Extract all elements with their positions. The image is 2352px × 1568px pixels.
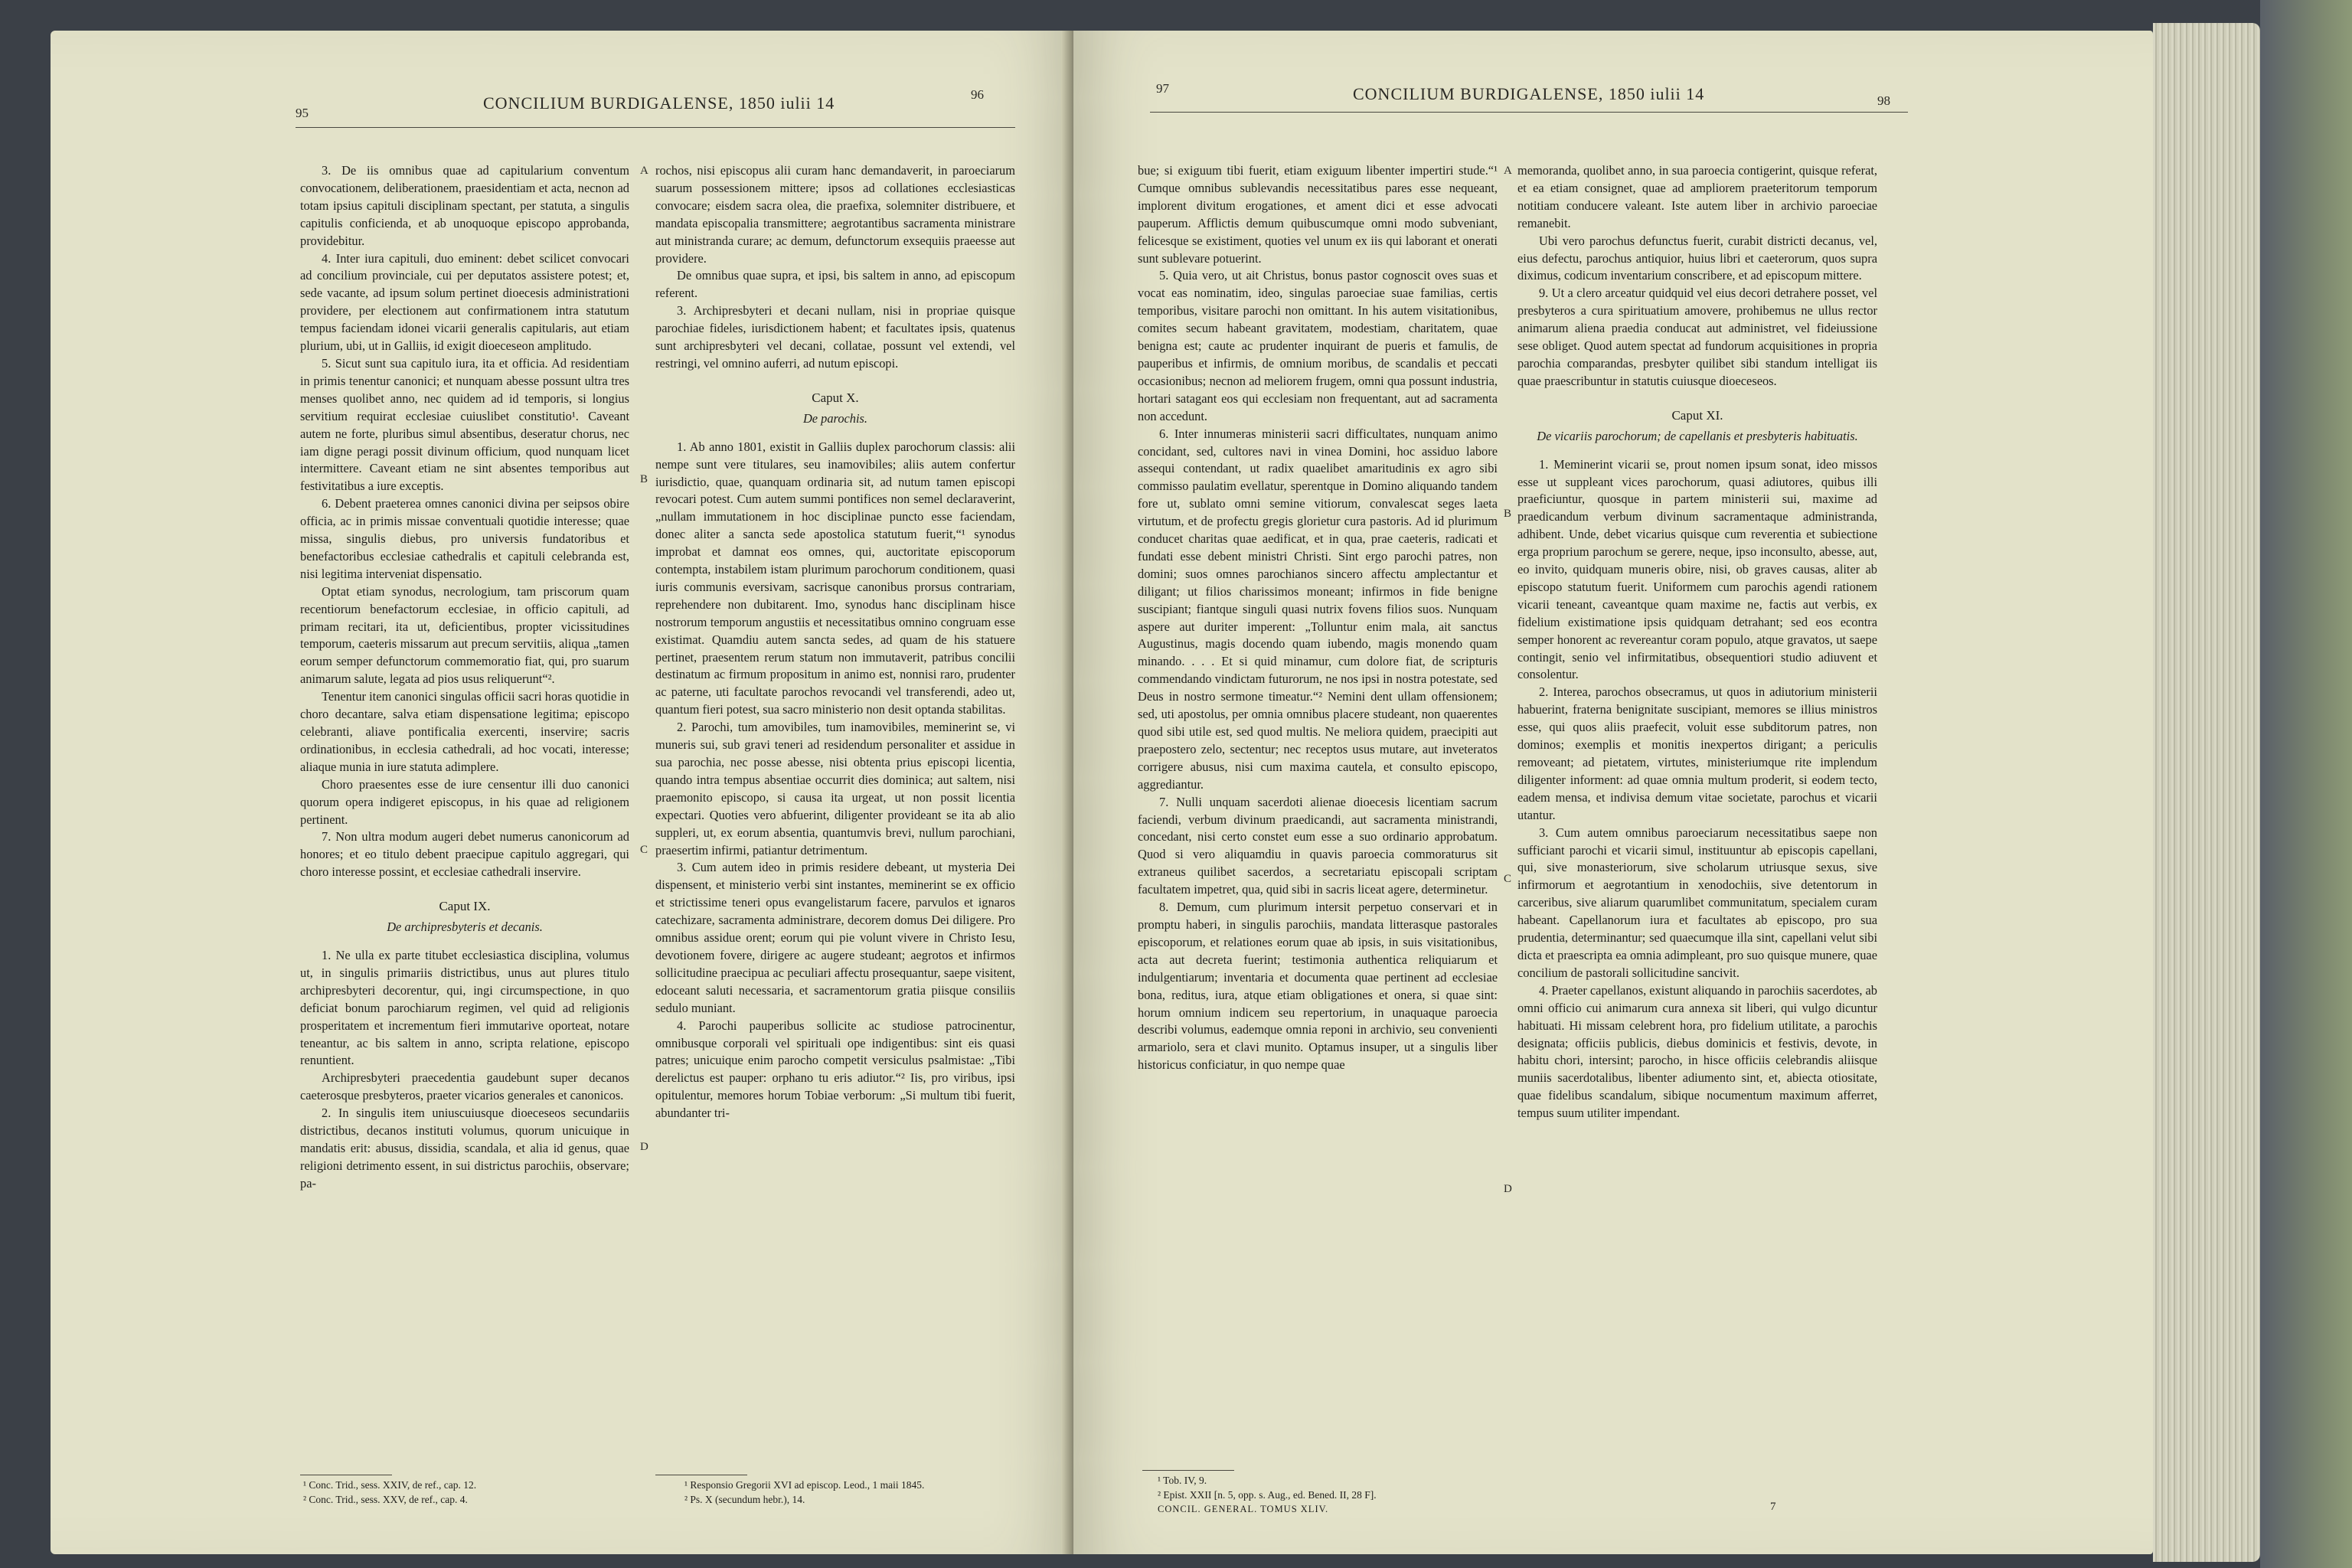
paragraph: 2. In singulis item uniuscuiusque dioeceseos secundariis districtibus, decanos instituti volumus, quorum unicuique in mandatis erit: abusus, dissidia, scandala, et alia id genus, quae religioni detrimento essent, in sui districtus parochiis, observare; pa- (300, 1106, 629, 1191)
paragraph: De omnibus quae supra, et ipsi, bis saltem in anno, ad episcopum referent. (655, 268, 1015, 301)
margin-letter: C (640, 844, 648, 856)
chapter-subtitle: De parochis. (802, 410, 868, 426)
header-rule (1150, 112, 1908, 113)
chapter-heading: Caput IX. (439, 899, 491, 914)
running-title-right: CONCILIUM BURDIGALENSE, 1850 iulii 14 (1353, 84, 1705, 103)
volume-signature: CONCIL. GENERAL. TOMUS XLIV. (1158, 1504, 1329, 1514)
paragraph: Archipresbyteri praecedentia gaudebunt super decanos caeterosque presbyteros, praeter vicarios generales et canonicos. (300, 1070, 629, 1103)
margin-letter: A (640, 165, 648, 177)
paragraph: Choro praesentes esse de iure censentur illi duo canonici quorum opera indigeret episcopus, in his quae ad religionem pertinent. (300, 776, 629, 827)
chapter-subtitle: De vicariis parochorum; de capellanis et presbyteris habituatis. (1537, 428, 1858, 443)
paragraph: 5. Quia vero, ut ait Christus, bonus pastor cognoscit oves suas et vocat eas nominatim, ideo, singulas paroeciae suae familias, certis temporibus, visitare parochi non omittant. In his autem visitationibus, comites secum habeant gravitatem, modestiam, charitatem, quae benigna est; caute ac prudenter inquirant de pueris et famulis, de pauperibus et infirmis, de omnium moribus, de scandalis et peccati occasionibus; necnon ad meliorem frugem, omni qua possunt industria, hortari satagant eos qui ecclesiam non frequentant, aut ad sacramenta non accedunt. (1138, 268, 1498, 423)
right-page (1073, 31, 2153, 1554)
page-number-97: 97 (1156, 81, 1169, 96)
paragraph: 2. Interea, parochos obsecramus, ut quos in adiutorium ministerii habuerint, fraterna benignitate suscipiant, memores se illius ministros esse, qui quos aliis praefecit, voluit esse subditorum patres, non dominos; exemplis et monitis inexpertos dirigant; a periculis removeant; ad pietatem, virtutes, ministeriumque rite implendum diligenter informent: ad quae omnia multum proderit, si eodem tecto, eadem mensa, et indivisa demum vitae societate, parochus et vicarii utantur. (1517, 684, 1877, 822)
paragraph: bue; si exiguum tibi fuerit, etiam exiguum libenter impertiri stude.“¹ Cumque omnibus sublevandis necessitatibus pares esse nequeant, implorent divitum erogationes, et ament dici et esse advocati pauperum. Afflictis demum quibuscumque omni modo subveniant, felicesque se existiment, quoties vel unum ex iis qui laborant et onerati sunt sublevare potuerint. (1138, 163, 1498, 266)
margin-letter: C (1504, 873, 1512, 885)
footnotes-column-2 (684, 1478, 1037, 1507)
margin-letter: B (1504, 508, 1512, 520)
footnotes-column-3 (1158, 1473, 1517, 1517)
footnote: ¹ Responsio Gregorii XVI ad episcop. Leod., 1 maii 1845. (684, 1479, 925, 1491)
paragraph: 2. Parochi, tum amovibiles, tum inamovibiles, meminerint se, vi muneris sui, sub gravi teneri ad residendum personaliter et assidue in sua parochia, nec posse abesse, nisi obtenta prius episcopi licentia, quando intra tempus absentiae occurrit dies dominica; aut saltem, nisi praemonito episcopo, si causa ita urgeat, ut non possit licentia expectari. Quoties vero abfuerint, diligenter provideant se ita ab alio suppleri, ut, ex eorum absentia, quantumvis brevi, nullum parochiani, praesertim infirmi, patiantur detrimentum. (655, 720, 1015, 858)
paragraph: Ubi vero parochus defunctus fuerit, curabit districti decanus, vel, eius defectu, parochus antiquior, huius libri et caeterorum, quos supra diximus, codicum inventarium conscribere, et ad episcopum mittere. (1517, 233, 1877, 283)
margin-letter: A (1504, 165, 1512, 177)
footnote-rule (1142, 1470, 1234, 1471)
paragraph: 4. Praeter capellanos, existunt aliquando in parochiis sacerdotes, ab omni officio cui animarum cura annexa sit liberi, qui vulgo dicuntur habituati. Hi missam celebrent hora, pro fidelium utilitate, a parochis designata; officiis publicis, diebus dominicis et festivis, devote, in habitu chori, intersint; parocho, in hisce officiis celebrandis aliisque muniis sacerdotalibus, libenter adiumento sint, et, abiecta otiositate, quae fidelibus scandalum, sibique nocumentum maximum afferret, tempus suum utiliter impendant. (1517, 982, 1877, 1121)
paragraph: 6. Debent praeterea omnes canonici divina per seipsos obire officia, ac in primis missae conventuali quotidie interesse; quae missa, singulis diebus, pro universis fundatoribus et benefactoribus ecclesiae cathedralis et capituli celebranda est, nisi legitima interveniat dispensatio. (300, 496, 629, 581)
footnote: ² Ps. X (secundum hebr.), 14. (684, 1494, 805, 1505)
paragraph: 3. Archipresbyteri et decani nullam, nisi in propriae quisque parochiae fideles, iurisdictionem habent; et facultates ipsis, quatenus sunt archipresbyteri vel decani, collatae, possunt vel extendi, vel restringi, vel omnino auferri, ad nutum episcopi. (655, 303, 1015, 371)
column-2 (655, 162, 1015, 1122)
chapter-heading: Caput X. (812, 390, 859, 405)
paragraph: memoranda, quolibet anno, in sua paroecia contigerint, quisque referat, et ea etiam consignet, quae ad ampliorem praeteritorum temporum notitiam conducere valeant. Iste autem liber in archivio paroeciae remanebit. (1517, 163, 1877, 230)
paragraph: 9. Ut a clero arceatur quidquid vel eius decori detrahere posset, vel presbyteros a cura spirituatium amovere, prohibemus ne ullus rector animarum aliena praedia conducat aut administret, vel fideiussione sese obliget. Quod autem spectat ad fundorum acquisitiones in propria parochia comparandas, presbyter quilibet sibi standum intelligat iis quae praescribuntur in statutis cuiusque dioeceseos. (1517, 286, 1877, 388)
background-surface (2260, 0, 2352, 1568)
column-4 (1517, 162, 1877, 1122)
page-number-96: 96 (971, 87, 984, 102)
left-page (51, 31, 1073, 1554)
page-number-98: 98 (1877, 93, 1890, 108)
page-number-95: 95 (296, 106, 309, 120)
paragraph: rochos, nisi episcopus alii curam hanc demandaverit, in paroeciarum suarum possessionem mittere; ipsos ad collationes ecclesiasticas convocare; eisdem sacra olea, die praefixa, solemniter distribuere, et mandata episcopalia transmittere; aegrotantibus sacramenta ministrare aut ministranda curare; ac demum, defunctorum exsequiis praeesse aut providere. (655, 163, 1015, 266)
chapter-heading: Caput XI. (1671, 407, 1723, 423)
paragraph: 3. Cum autem ideo in primis residere debeant, ut mysteria Dei dispensent, et ministerio verbi sint instantes, meminerint se ex officio et strictissime teneri opus evangelistarum facere, parvulos et ignaros catechizare, sacramenta administrare, decorem domus Dei diligere. Pro omnibus assidue orent; eorum qui pie volunt vivere in Christo Iesu, devotionem fovere, dirigere ac augere studeant; aegrotos et infirmos sollicitudine praecipua ac peculiari affectu prosequantur, saepe visitent, edoceant saluti necessaria, et sacramentorum gratia piisque consiliis sedulo muniant. (655, 860, 1015, 1015)
footnote: ¹ Conc. Trid., sess. XXIV, de ref., cap. 12. (303, 1479, 477, 1491)
running-title-left: CONCILIUM BURDIGALENSE, 1850 iulii 14 (483, 93, 835, 113)
paragraph: 3. Cum autem omnibus paroeciarum necessitatibus saepe non sufficiant parochi et vicarii simul, instituuntur ab episcopis capellani, qui, sive monasteriorum, sive scholarum utriusque sexus, sive infirmorum et aegrotantium in xenodochiis, sive detentorum in carceribus, sive aliarum quarumlibet communitatum, specialem curam habeant. Capellanorum iura et facultates ab episcopo, pro sua prudentia, determinantur; sed quaecumque illa sint, capellani velut sibi dicta et praescripta ea omnia adimpleant, pro suo quisque munere, quae concilium de pastorali sollicitudine sancivit. (1517, 825, 1877, 980)
column-1 (300, 162, 629, 1193)
paragraph: 1. Ne ulla ex parte titubet ecclesiastica disciplina, volumus ut, in singulis primariis districtibus, unus aut plures titulo archipresbyteri decorentur, qui, ingi circumspectione, in quo deficiat bonum parochiarum regimen, vel quid ad religionis prosperitatem et incrementum fieri immutarive oporteat, notare teneantur, ac bis saltem in anno, scripta relatione, episcopo renuntient. (300, 947, 629, 1068)
margin-letter: D (640, 1141, 648, 1153)
paragraph: 8. Demum, cum plurimum intersit perpetuo conservari et in promptu haberi, in singulis parochiis, mandata litterasque pastorales episcoporum, et relationes eorum quae ab ipsis, in suis visitationibus, acta aut decreta fuerint; testimonia authentica reliquiarum et indulgentiarum; inventaria et documenta quae pertinent ad ecclesiae bona, reditus, iura, atque etiam obligationes et onera, si quae sint: horum omnium indicem seu repertorium, in unaquaque paroecia describi volumus, eademque omnia reponi in archivio, seu convenienti armariolo, sera et clavi munito. Optamus insuper, ut a singulis liber historicus conficiatur, in quo nempe quae (1138, 900, 1498, 1073)
paragraph: 1. Ab anno 1801, existit in Galliis duplex parochorum classis: alii nempe sunt vere titulares, seu inamovibiles; aliis autem confertur iurisdictio, quae, quanquam ordinaria sit, ad nutum tamen episcopi revocari potest. Cum autem summi pontifices non semel declaraverint, „nullam immutationem in hoc disciplinae puncto esse faciendam, donec aliter a sancta sede apostolica statutum fuerit,“¹ synodus improbat et damnat eos omnes, qui, auctoritate episcoporum contempta, instabilem istam plurimum parochorum conditionem, quasi iuris communis eversivam, sacrisque canonibus prorsus contrariam, reprehendere non dubitarent. Imo, synodus hanc disciplinam hisce nostrorum temporum angustiis et necessitatibus omnino congruam esse existimat. Quamdiu autem sancta sedes, ad quam de his statuere pertinet, praesentem rerum statum non immutaverit, patribus concilii destinatum ac firmum propositum in animo est, nonnisi raro, prudenter ac paterne, uti facultate parochos revocandi vel transferendi, adeo ut, quantum fieri potest, sua sacro ministerio non desit optanda stabilitas. (655, 439, 1015, 717)
margin-letter: B (640, 473, 648, 485)
header-rule (296, 127, 1015, 128)
paragraph: 4. Parochi pauperibus sollicite ac studiose patrocinentur, omnibusque corporali vel spirituali ope indigentibus: sint eis quasi patres; unicuique enim parocho competit versiculus psalmistae: „Tibi derelictus est pauper: orphano tu eris adiutor.“² Iis, pro viribus, ipsi opitulentur, memores horum Tobiae verborum: „Si multum tibi fuerit, abundanter tri- (655, 1018, 1015, 1121)
paragraph: 5. Sicut sunt sua capitulo iura, ita et officia. Ad residentiam in primis tenentur canonici; et nunquam abesse possunt ultra tres menses quolibet anno, nec quidem ad id temporis, si longius servitium requirat ecclesiae cuiuslibet constitutio¹. Caveant autem ne forte, pluribus simul absentibus, deseratur chorus, nec iam digne peragi possit divinum officium, quod nunquam licet intermittere. Caveant etiam ne sint absentes temporibus aut festivitatibus a iure exceptis. (300, 355, 629, 494)
chapter-subtitle: De archipresbyteris et decanis. (387, 920, 543, 935)
paragraph: 1. Meminerint vicarii se, prout nomen ipsum sonat, ideo missos esse ut suppleant vices parochorum, quasi adiutores, quibus illi praeficiuntur, quosque in partem ministerii sui, maxime ad praedicandum verbum divinum sacramentaque administranda, adhibent. Unde, debet vicarius quisque cum reverentia et subiectione erga proprium parochum se gerere, neque, ipso inconsulto, abesse, aut, eo invito, quidquam muneris obire, nisi, ob graves causas, aliter ab episcopo statutum fuerit. Uniformem cum parochis agendi rationem vicarii teneant, caveantque quam maxime ne, factis aut verbis, ex fidelium existimatione ipsis quidquam detrahant; sed eos econtra semper honorent ac revereantur coram populo, atque gravatos, ut saepe contingit, senio vel infirmitatibus, obsequentiori studio adiuvent et consolentur. (1517, 456, 1877, 682)
footnote: ¹ Tob. IV, 9. (1158, 1475, 1207, 1486)
footnotes-column-1 (303, 1478, 640, 1507)
paragraph: 7. Nulli unquam sacerdoti alienae dioecesis licentiam sacrum faciendi, verbum divinum praedicandi, aut sacramenta ministrandi, concedant, nisi certo constet eum esse a suo ordinario approbatum. Quod si vero aliquamdiu in quavis paroecia commoraturus sit extraneus quilibet sacerdos, a secretariatu episcopali scriptam facultatem impetret, qua, quid sibi in sacris liceat agere, determinetur. (1138, 794, 1498, 897)
margin-letter: D (1504, 1183, 1512, 1195)
paragraph: 3. De iis omnibus quae ad capitularium conventum convocationem, deliberationem, praesidentiam et acta, necnon ad totam ipsius capituli disciplinam spectant, per statuta, a singulis capitulis conficienda, et ab unoquoque episcopo approbanda, providebitur. (300, 163, 629, 248)
footnote: ² Conc. Trid., sess. XXV, de ref., cap. 4. (303, 1494, 468, 1505)
sheet-signature: 7 (1770, 1501, 1776, 1513)
page-edges (2153, 23, 2260, 1562)
paragraph: 7. Non ultra modum augeri debet numerus canonicorum ad honores; et eo titulo debent praecipue capitulo aggregari, qui choro interesse possint, et ecclesiae cathedrali inservire. (300, 829, 629, 880)
paragraph: Optat etiam synodus, necrologium, tam priscorum quam recentiorum benefactorum ecclesiae, in officio capituli, ad primam recitari, ita ut, deficientibus, propter vicissitudines temporum, caeteris missarum aut precum servitiis, aliqua „tamen eorum semper defunctorum commemoratio fiat, qui, pro suarum animarum salute, legata ad pios usus reliquerunt“². (300, 583, 629, 687)
footnote: ² Epist. XXII [n. 5, opp. s. Aug., ed. Bened. II, 28 F]. (1158, 1489, 1377, 1501)
column-3 (1138, 162, 1498, 1074)
paragraph: 6. Inter innumeras ministerii sacri difficultates, nunquam animo concidant, sed, cultores navi in vinea Domini, hoc assiduo labore assequi contendant, ut radix quaelibet amaritudinis ex agro sibi commisso paulatim evellatur, sperentque in Domino aliquando tandem fore ut, sublato omni semine vitiorum, convalescat seges laeta virtutum, et de profectu gregis glorietur cura pastoris. Ad id plurimum conducet charitas quae aedificat, et in qua, prae caeteris, radicati et fundati esse debent ministri Christi. Sint ergo parochi patres, non domini; suos omnes parochianos sincero affectu amplectantur et diligant; ut filios charissimos moneant; infirmos in fide benigne suscipiant; fiantque singuli quasi nutrix fovens filios suos. Nunquam aspere aut duriter imperent: „Tolluntur enim mala, ait sanctus Augustinus, magis docendo quam iubendo, magis monendo quam minando. . . . Et si quid minamur, cum dolore fiat, de scripturis commendando vindictam futurorum, ne nos ipsi in nostra potestate, sed Deus in nostro sermone timeatur.“² Nemini dent ullam offensionem; sed, uti apostolus, per omnia omnibus placere studeant, non quaerentes quod sibi utile est, sed quod multis. Ne meliora quidem, praecipiti aut praepostero zelo, sectentur; nec receptos usus mutare, aut inveteratos corrigere abusus, nisi cum maxima cautela, et consulto episcopo, aggrediantur. (1138, 426, 1498, 792)
paragraph: Tenentur item canonici singulas officii sacri horas quotidie in choro decantare, salva etiam dispensatione legitima; episcopo celebranti, aliave pontificalia exercenti, inservire; sacris ordinationibus, in ecclesia cathedrali, ad hoc vocati, interesse; aliaque munia in iure statuta adimplere. (300, 689, 629, 774)
paragraph: 4. Inter iura capituli, duo eminent: debet scilicet convocari ad concilium provinciale, cui per deputatos assistere potest; et, sede vacante, ad ipsum solum pertinet dioecesis administrationi providere, per electionem aut confirmationem intra statutum tempus faciendam idonei vicarii generalis capitularis, aut etiam plurium, ubi, ut in Galliis, id exigit dioeceseon amplitudo. (300, 250, 629, 354)
